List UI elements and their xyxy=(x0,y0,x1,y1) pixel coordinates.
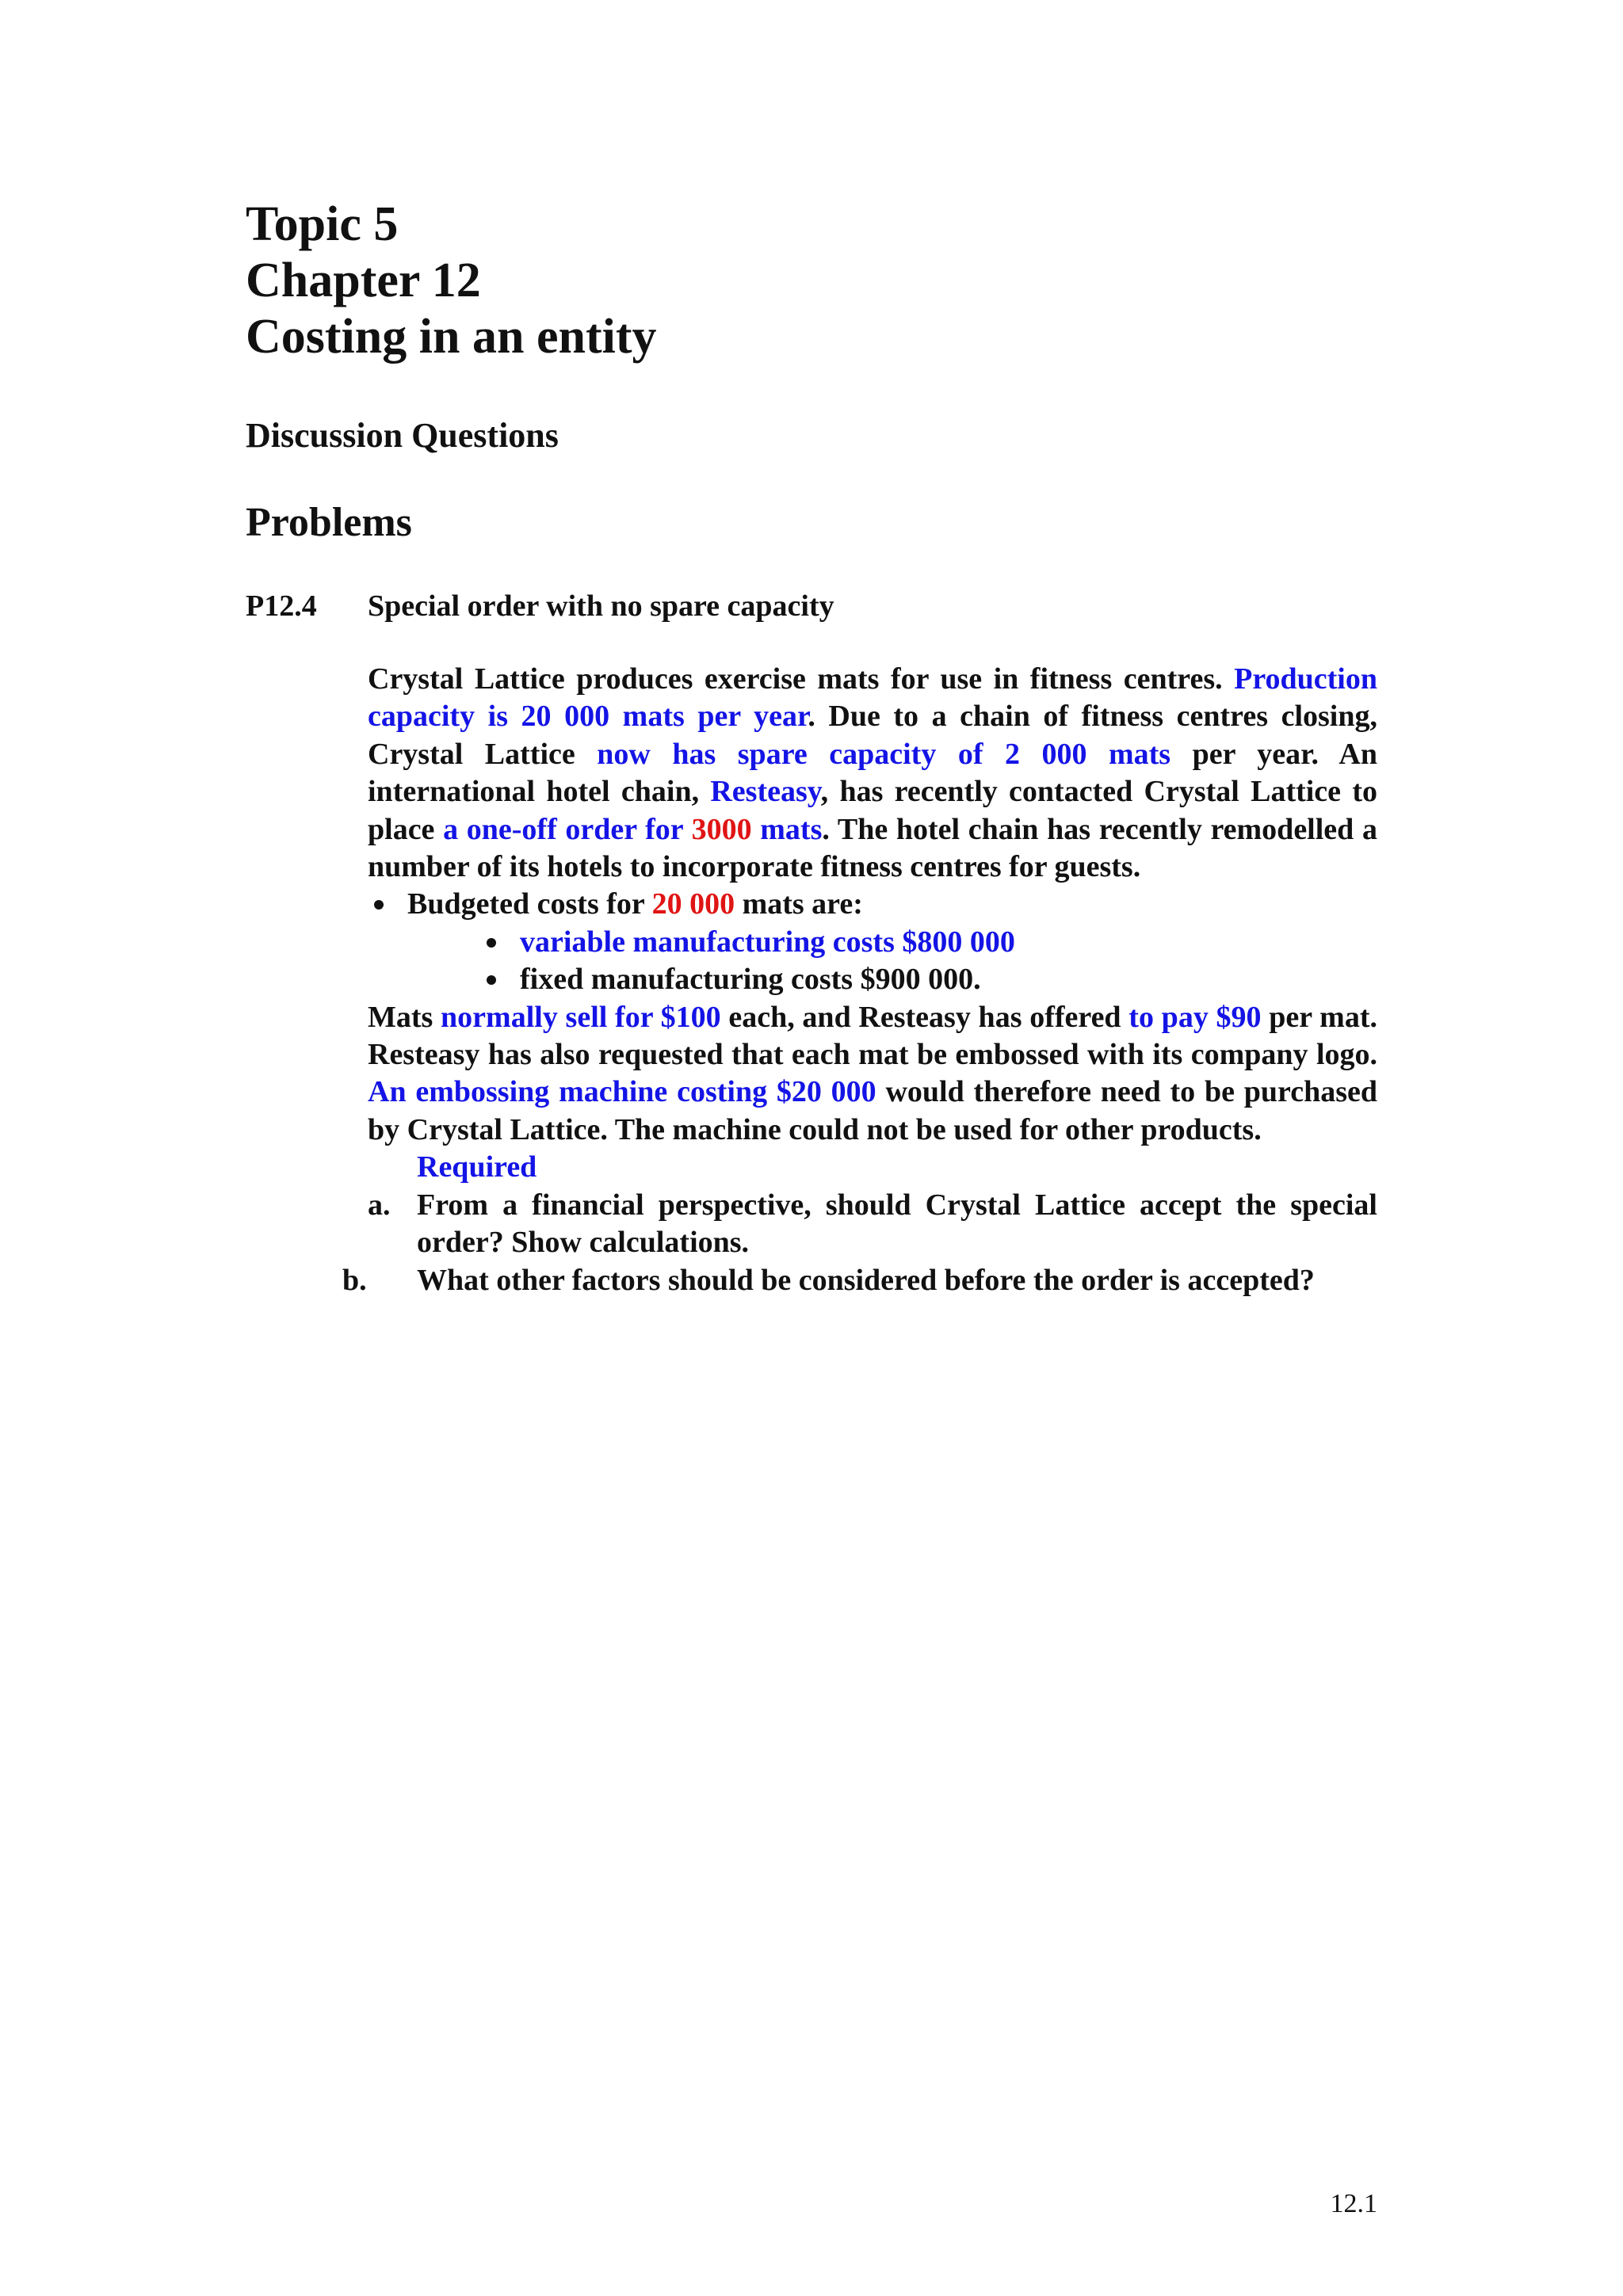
question-text: What other factors should be considered before the order is accepted? xyxy=(417,1263,1315,1297)
problems-heading: Problems xyxy=(246,500,412,545)
offer-paragraph xyxy=(368,999,1377,1150)
problem-code: P12.4 xyxy=(246,589,317,623)
question-label: a. xyxy=(368,1188,391,1222)
problem-title: Special order with no spare capacity xyxy=(368,589,834,623)
offer-text: per mat. Resteasy has also requested that each mat be embossed with its company logo. xyxy=(368,1000,1377,1072)
budget-quantity-highlight: 20 000 xyxy=(651,887,735,921)
order-unit-highlight: mats xyxy=(751,812,823,846)
budget-list xyxy=(368,886,1377,998)
bullet-icon xyxy=(487,938,496,948)
scenario-text: Crystal Lattice produces exercise mats for use in fitness centres. xyxy=(368,662,1223,696)
budget-text: mats are: xyxy=(735,887,863,921)
required-label: Required xyxy=(417,1150,537,1184)
offer-text: each, and Resteasy has offered xyxy=(720,1000,1129,1034)
topic-heading: Topic 5 xyxy=(246,197,399,251)
budget-sublist xyxy=(407,924,1377,999)
scenario-paragraph xyxy=(368,661,1377,886)
chapter-heading: Chapter 12 xyxy=(246,254,481,307)
question-item xyxy=(368,1187,1377,1262)
scenario-text: per year. An international hotel chain, xyxy=(368,737,1378,809)
discussion-questions-heading: Discussion Questions xyxy=(246,416,559,455)
machine-cost-highlight: An embossing machine costing $20 000 xyxy=(368,1075,876,1109)
customer-name-highlight: Resteasy xyxy=(710,775,821,809)
offer-price-highlight: to pay $90 xyxy=(1128,1000,1262,1034)
bullet-icon xyxy=(374,900,384,910)
question-label: b. xyxy=(342,1263,367,1297)
budget-text: Budgeted costs for xyxy=(407,887,652,921)
question-item xyxy=(342,1262,1377,1299)
budget-sublist-item xyxy=(407,924,1377,961)
question-text: From a financial perspective, should Crystal Lattice accept the special order? Show calculations. xyxy=(417,1188,1377,1260)
scenario-text: , has recently contacted Crystal Lattice to place xyxy=(368,775,1377,846)
offer-text: would therefore need to be purchased by Crystal Lattice. The machine could not be used for other products. xyxy=(368,1075,1378,1146)
bullet-icon xyxy=(487,975,496,985)
scenario-text: . Due to a chain of fitness centres closing, Crystal Lattice xyxy=(368,700,1377,771)
problem-body xyxy=(342,661,1378,1299)
budget-list-item xyxy=(368,886,1377,998)
scenario-text: . The hotel chain has recently remodelled a number of its hotels to incorporate fitness centres for guests. xyxy=(368,812,1377,884)
spare-capacity-highlight: now has spare capacity of 2 000 mats xyxy=(597,737,1171,771)
page-number: 12.1 xyxy=(1330,2189,1377,2218)
normal-price-highlight: normally sell for $100 xyxy=(441,1000,721,1034)
order-highlight: a one-off order for xyxy=(443,812,692,846)
page-title xyxy=(246,196,656,365)
fixed-cost-text: fixed manufacturing costs $900 000. xyxy=(520,963,981,997)
variable-cost-highlight: variable manufacturing costs $800 000 xyxy=(520,925,1015,959)
capacity-highlight: Production capacity is 20 000 mats per year xyxy=(368,662,1377,734)
chapter-title: Costing in an entity xyxy=(246,310,657,364)
offer-text: Mats xyxy=(368,1000,441,1034)
order-quantity-highlight: 3000 xyxy=(691,812,752,846)
budget-sublist-item xyxy=(407,961,1377,998)
